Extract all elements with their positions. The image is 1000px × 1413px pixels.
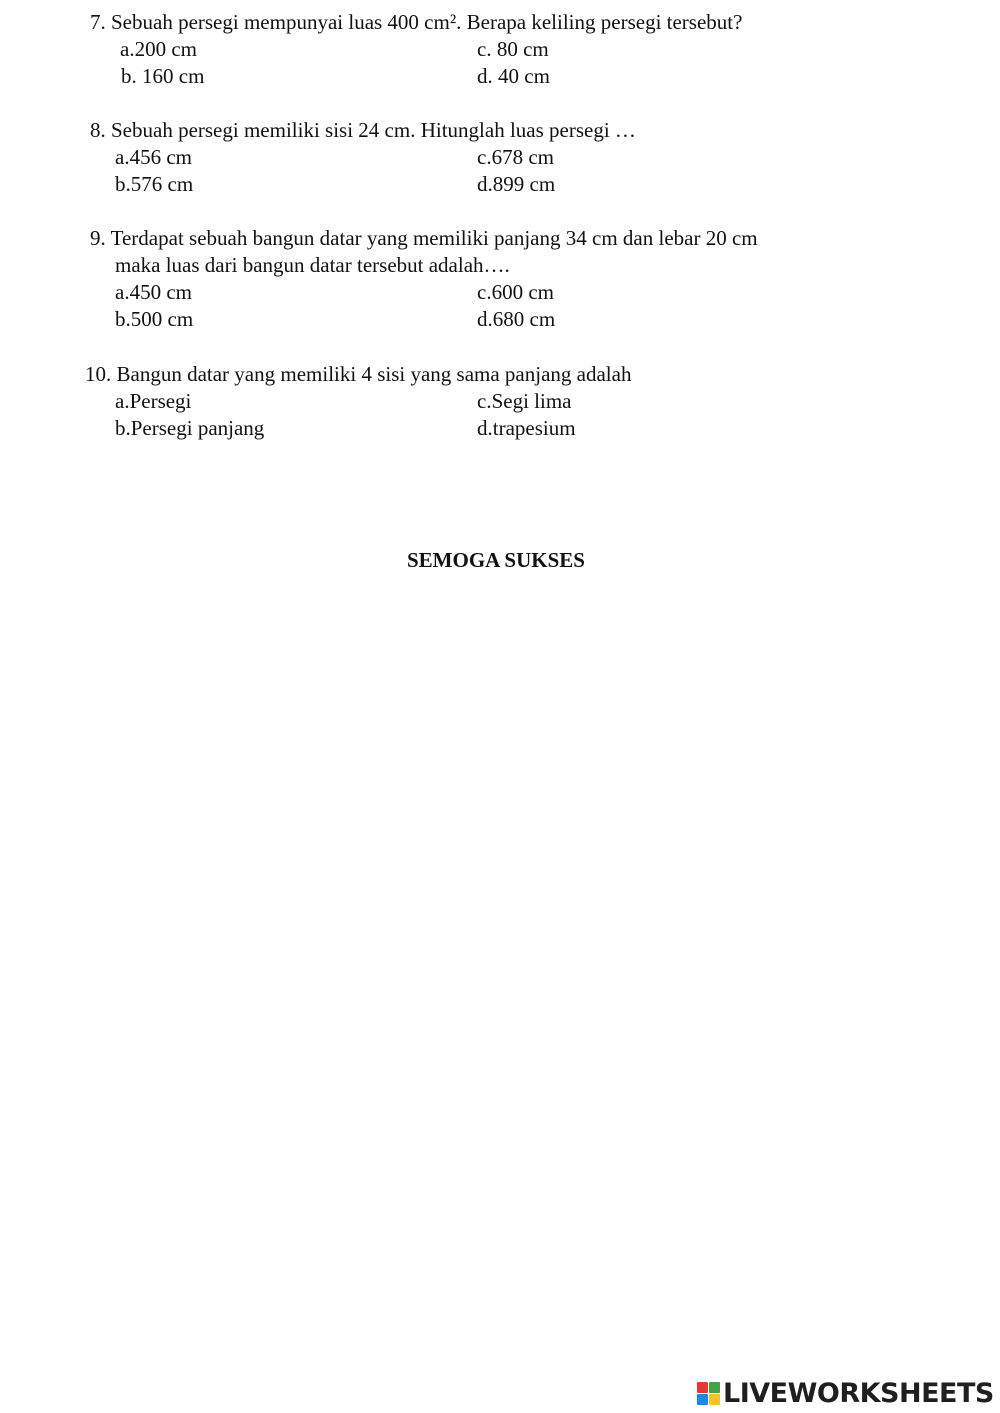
question-7-option-d: d. 40 cm — [477, 64, 550, 88]
question-10-option-c: c.Segi lima — [477, 389, 572, 413]
question-9-option-d: d.680 cm — [477, 307, 556, 331]
question-7-option-c: c. 80 cm — [477, 37, 549, 61]
question-8-option-a: a.456 cm — [115, 145, 192, 169]
question-10-option-b: b.Persegi panjang — [115, 416, 265, 440]
question-7-option-a: a.200 cm — [120, 37, 197, 61]
question-10-number: 10. — [85, 362, 112, 386]
question-9-option-b: b.500 cm — [115, 307, 194, 331]
question-8-option-c: c.678 cm — [477, 145, 554, 169]
question-9-text-line2: maka luas dari bangun datar tersebut adalah…. — [115, 253, 510, 277]
question-7-stem — [90, 12, 742, 33]
liveworksheets-watermark — [697, 1378, 994, 1408]
question-7-option-b: b. 160 cm — [121, 64, 205, 88]
question-10-text: Bangun datar yang memiliki 4 sisi yang sama panjang adalah — [116, 362, 632, 386]
watermark-text: LIVEWORKSHEETS — [723, 1377, 994, 1409]
question-8-option-d: d.899 cm — [477, 172, 556, 196]
question-8-number: 8. — [90, 118, 106, 142]
question-7-text: Sebuah persegi mempunyai luas 400 cm². Berapa keliling persegi tersebut? — [111, 10, 743, 34]
question-10-option-a: a.Persegi — [115, 389, 192, 413]
question-9-text: Terdapat sebuah bangun datar yang memiliki panjang 34 cm dan lebar 20 cm — [110, 226, 758, 250]
question-7-number: 7. — [90, 10, 106, 34]
question-8-text: Sebuah persegi memiliki sisi 24 cm. Hitunglah luas persegi … — [111, 118, 636, 142]
question-9-option-c: c.600 cm — [477, 280, 554, 304]
question-8-option-b: b.576 cm — [115, 172, 194, 196]
question-10-option-d: d.trapesium — [477, 416, 576, 440]
closing-message: SEMOGA SUKSES — [407, 548, 585, 572]
question-9-stem — [90, 228, 758, 249]
question-10-stem — [85, 364, 631, 385]
question-9-number: 9. — [90, 226, 106, 250]
liveworksheets-logo-icon — [697, 1382, 720, 1405]
question-8-stem — [90, 120, 636, 141]
question-9-option-a: a.450 cm — [115, 280, 192, 304]
